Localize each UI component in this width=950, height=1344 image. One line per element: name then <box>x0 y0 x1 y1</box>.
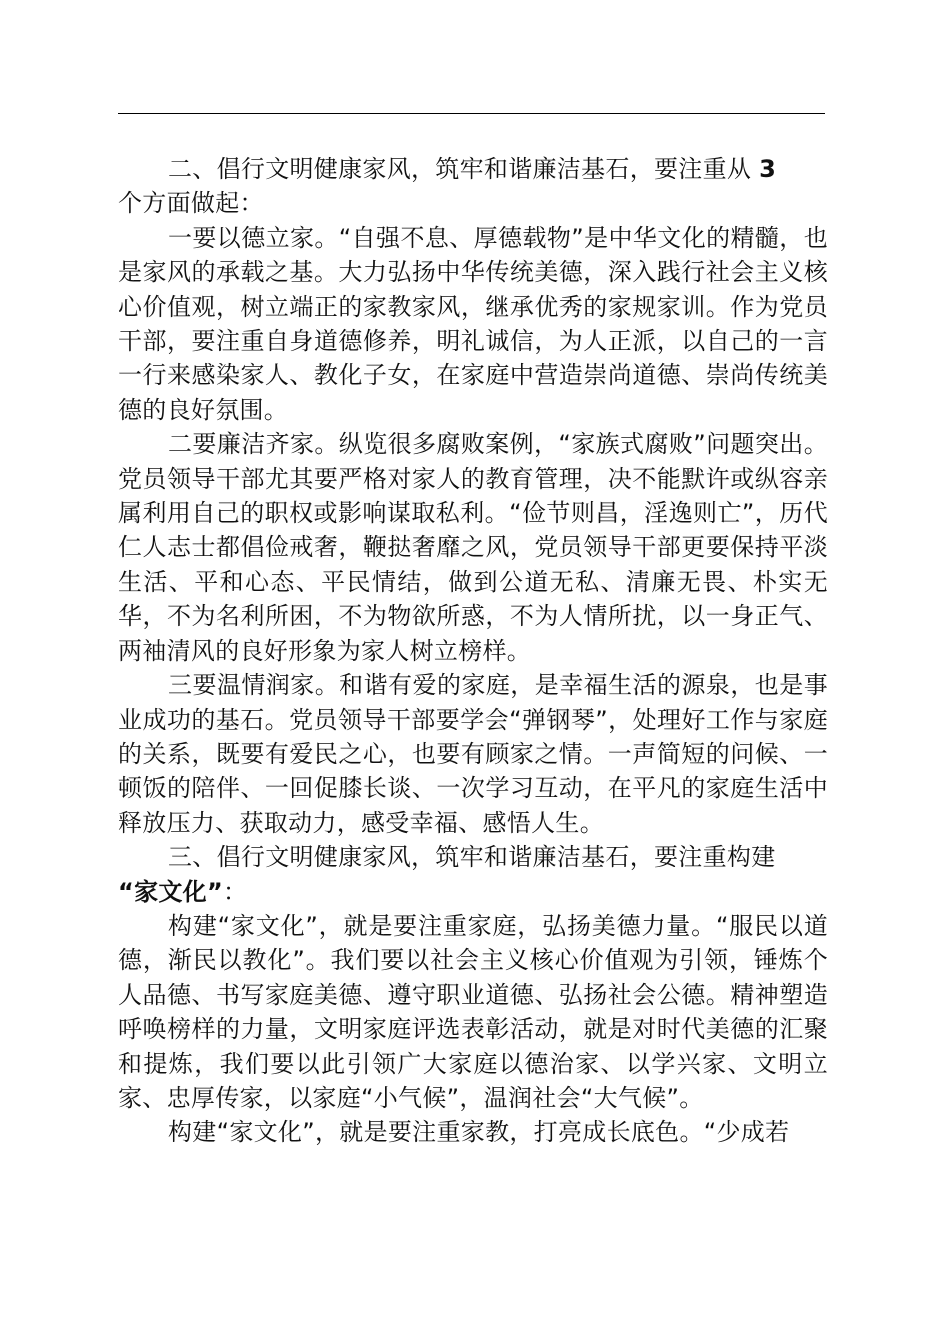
header-rule <box>118 113 825 114</box>
paragraph-family-education: 构建“家文化”，就是要注重家教，打亮成长底色。“少成若 <box>168 1118 790 1147</box>
paragraph-integrity: 二要廉洁齐家。纵览很多腐败案例，“家族式腐败”问题突出。党员领导干部尤其要严格对家人的教育管理，决不能默许或纵容亲属利用自己的职权或影响谋取私利。“俭节则昌，淫逸则亡”，历代仁人志士都倡俭戒奢，鞭挞奢靡之风，党员领导干部更要保持平淡生活、平和心态、平民情结，做到公道无私、清廉无畏、朴实无华，不为名利所困，不为物欲所惑，不为人情所扰，以一身正气、两袖清风的良好形象为家人树立榜样。 <box>118 430 828 665</box>
bold-term: “家文化” <box>118 877 224 906</box>
paragraph-text: 二、倡行文明健康家风，筑牢和谐廉洁基石，要注重从 <box>168 155 752 183</box>
paragraph-text-continued: ： <box>223 877 248 906</box>
paragraph-text-continued: 个方面做起： <box>118 189 264 218</box>
paragraph-virtue: 一要以德立家。“自强不息、厚德载物”是中华文化的精髓，也是家风的承载之基。大力弘扬中华传统美德，深入践行社会主义核心价值观，树立端正的家教家风，继承优秀的家规家训。作为党员干部，要注重自身道德修养，明礼诚信，为人正派，以自己的一言一行来感染家人、教化子女，在家庭中营造崇尚道德、崇尚传统美德的良好氛围。 <box>118 223 828 424</box>
paragraph-section-two-heading <box>118 152 828 221</box>
bold-number: 3 <box>759 155 777 183</box>
paragraph-section-three-heading <box>118 840 828 909</box>
paragraph-warmth: 三要温情润家。和谐有爱的家庭，是幸福生活的源泉，也是事业成功的基石。党员领导干部要学会“弹钢琴”，处理好工作与家庭的关系，既要有爱民之心，也要有顾家之情。一声简短的问候、一顿饭的陪伴、一回促膝长谈、一次学习互动，在平凡的家庭生活中释放压力、获取动力，感受幸福、感悟人生。 <box>118 671 828 837</box>
document-body <box>118 152 828 1150</box>
paragraph-family-culture: 构建“家文化”，就是要注重家庭，弘扬美德力量。“服民以道德，渐民以教化”。我们要以社会主义核心价值观为引领，锤炼个人品德、书写家庭美德、遵守职业道德、弘扬社会公德。精神塑造呼唤榜样的力量，文明家庭评选表彰活动，就是对时代美德的汇聚和提炼，我们要以此引领广大家庭以德治家、以学兴家、文明立家、忠厚传家，以家庭“小气候”，温润社会“大气候”。 <box>118 911 828 1112</box>
paragraph-text: 三、倡行文明健康家风，筑牢和谐廉洁基石，要注重构建 <box>168 843 776 872</box>
